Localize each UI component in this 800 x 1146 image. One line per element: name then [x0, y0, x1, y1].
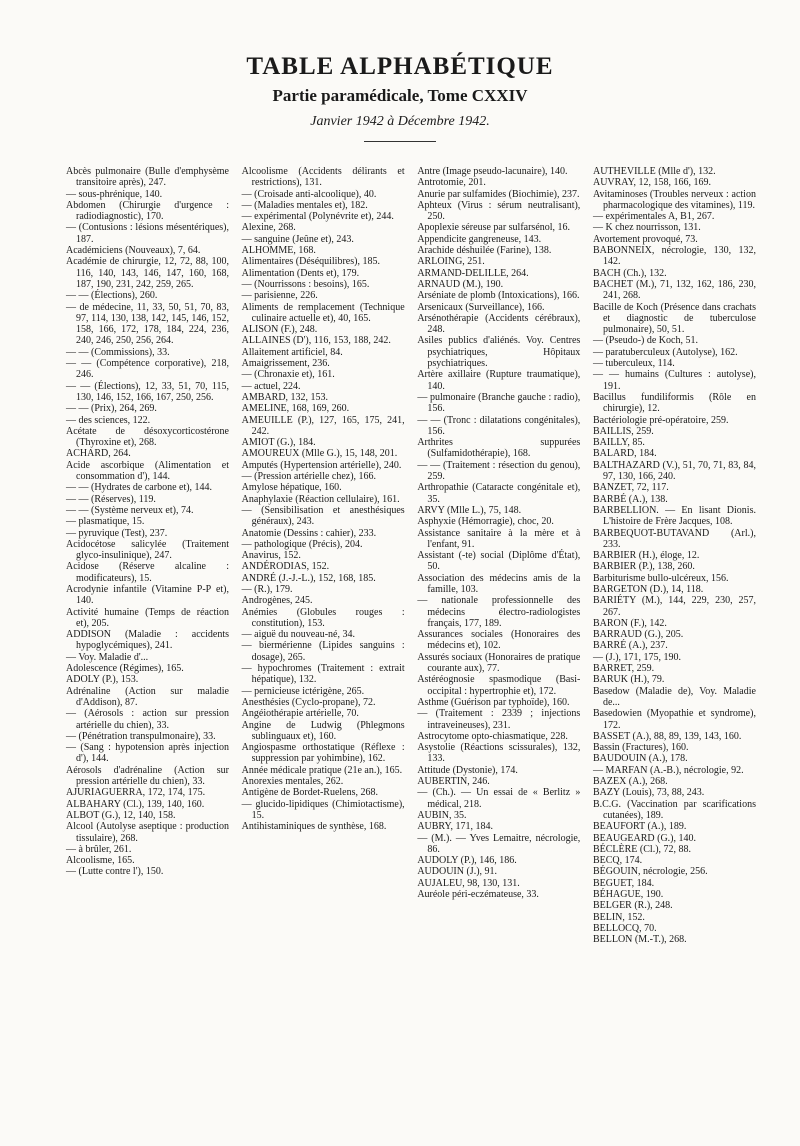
page-header [0, 52, 800, 142]
index-entry: — (Pseudo-) de Koch, 51. [592, 335, 698, 347]
index-entry: BECQ, 174. [592, 855, 643, 867]
page-subtitle: Partie paramédicale, Tome CXXIV [272, 86, 528, 105]
index-entry: — — (Élections), 260. [66, 290, 158, 302]
index-entry: AUTHEVILLE (Mlle d'), 132. [592, 166, 716, 177]
index-entry: AMEUILLE (P.), 127, 165, 175, 241, 242. [241, 414, 405, 437]
index-entry: Arthropathie (Cataracte congénitale et), 35. [417, 482, 581, 505]
index-entry: — pyruvique (Test), 237. [66, 527, 168, 539]
index-entry: Apoplexie séreuse par sulfarsénol, 16. [417, 222, 571, 234]
index-entry: — — (Traitement : résection du genou), 259. [417, 459, 581, 483]
index-entry: AUBERTIN, 246. [417, 776, 490, 788]
title-divider [364, 141, 436, 142]
index-entry: Astrocytome opto-chiasmatique, 228. [417, 730, 568, 742]
index-entry: Adrénaline (Action sur maladie d'Addison), 87. [66, 685, 229, 708]
index-entry: BARBEQUOT-BUTAVAND (Arl.), 233. [592, 527, 756, 550]
index-entry: Avortement provoqué, 73. [592, 233, 698, 245]
index-entry: ALHOMME, 168. [241, 245, 316, 257]
index-entry: Acide ascorbique (Alimentation et consommation d'), 144. [66, 459, 229, 483]
index-entry: — à brûler, 261. [66, 843, 132, 855]
index-entry: — nationale professionnelle des médecins électro-radiologistes français, 177, 189. [417, 595, 581, 629]
index-entry: Acidocétose salicylée (Traitement glyco-insulinique), 247. [66, 538, 229, 562]
index-entry: Asphyxie (Hémorragie), choc, 20. [417, 516, 554, 528]
index-entry: AJURIAGUERRA, 172, 174, 175. [66, 787, 206, 799]
index-entry: Alimentation (Dents et), 179. [241, 267, 360, 279]
index-entry: — (Pression artérielle chez), 166. [241, 471, 377, 483]
index-entry: Anaphylaxie (Réaction cellulaire), 161. [241, 493, 400, 505]
index-entry: — K chez nourrisson, 131. [592, 222, 701, 234]
index-entry: — — (Tronc : dilatations congénitales), 156. [417, 414, 581, 437]
index-entry: — — (Réserves), 119. [66, 493, 156, 505]
index-entry: Aphteux (Virus : sérum neutralisant), 250. [417, 199, 581, 223]
index-entry: AUDOLY (P.), 146, 186. [417, 855, 517, 867]
index-entry: ANDÉRODIAS, 152. [241, 561, 330, 573]
index-entry: Basedowien (Myopathie et syndrome), 172. [592, 708, 756, 731]
index-entry: Amaigrissement, 236. [241, 358, 330, 370]
index-entry: ALLAINES (D'), 116, 153, 188, 242. [241, 335, 391, 347]
index-entry: — pathologique (Précis), 204. [241, 538, 363, 550]
index-entry: — (Chronaxie et), 161. [241, 369, 335, 381]
index-entry: Bacillus fundiliformis (Rôle en chirurgie), 12. [592, 391, 756, 415]
index-entry: — (Lutte contre l'), 150. [66, 866, 164, 878]
index-entry: BAZY (Louis), 73, 88, 243. [592, 787, 705, 799]
index-entry: ALBOT (G.), 12, 140, 158. [66, 809, 176, 821]
index-entry: BELLOCQ, 70. [592, 922, 657, 934]
index-entry: — expérimental (Polynévrite et), 244. [241, 211, 394, 223]
index-entry: BEAUGEARD (G.), 140. [592, 832, 697, 844]
index-entry: Abdomen (Chirurgie d'urgence : radiodiagnostic), 170. [66, 199, 229, 223]
index-entry: Arthrites suppurées (Sulfamidothérapie), 168. [417, 437, 581, 460]
index-entry: — (J.), 171, 175, 190. [592, 651, 682, 663]
index-entry: BELGER (R.), 248. [592, 900, 673, 912]
index-entry: Asystolie (Réactions scissurales), 132, 133. [417, 742, 581, 765]
index-entry: Bactériologie pré-opératoire, 259. [592, 414, 729, 426]
index-entry: Basedow (Maladie de), Voy. Maladie de... [592, 685, 756, 708]
index-entry: — (Ch.). — Un essai de « Berlitz » médical, 218. [417, 787, 581, 810]
index-entry: — pernicieuse ictérigène, 265. [241, 685, 365, 697]
index-entry: — paratuberculeux (Autolyse), 162. [592, 346, 738, 358]
index-entry: BARBÉ (A.), 138. [592, 493, 668, 505]
index-entry: — (Croisade anti-alcoolique), 40. [241, 188, 377, 200]
index-entry: Anatomie (Dessins : cahier), 233. [241, 527, 377, 539]
index-entry: — (Nourrissons : besoins), 165. [241, 278, 370, 290]
index-entry: BÉCLÈRE (Cl.), 72, 88. [592, 843, 692, 855]
index-entry: Aliments de remplacement (Technique culinaire actuelle et), 40, 165. [241, 301, 405, 324]
index-entry: — expérimentales A, B1, 267. [592, 211, 715, 223]
index-entry: BARGETON (D.), 14, 118. [592, 583, 704, 595]
index-entry: BAZEX (A.), 268. [592, 776, 668, 788]
index-entry: — — (Hydrates de carbone et), 144. [66, 482, 213, 494]
index-entry: BARRET, 259. [592, 663, 655, 675]
index-entry: BEGUET, 184. [592, 877, 655, 889]
index-entry: BAILLIS, 259. [592, 425, 654, 437]
index-entry: — — (Compétence corporative), 218, 246. [66, 358, 229, 381]
index-entry: Alexine, 268. [241, 222, 296, 234]
index-entry: — biermérienne (Lipides sanguins : dosage), 265. [241, 640, 405, 663]
index-entry: BEAUFORT (A.), 189. [592, 821, 687, 833]
index-entry: Alcool (Autolyse aseptique : production tissulaire), 268. [66, 821, 229, 844]
index-entry: — sanguine (Jeûne et), 243. [241, 233, 354, 245]
index-entry: BÉHAGUE, 190. [592, 889, 664, 900]
index-entry: BALARD, 184. [592, 448, 657, 460]
index-entry: BARBIER (P.), 138, 260. [592, 561, 695, 573]
index-entry: ARVY (Mlle L.), 75, 148. [417, 504, 522, 516]
index-column-3 [417, 166, 580, 945]
index-entry: — tuberculeux, 114. [592, 358, 675, 370]
index-entry: — plasmatique, 15. [66, 516, 145, 528]
index-entry: — (Aérosols : action sur pression artérielle du chien), 33. [66, 708, 229, 731]
index-entry: Adolescence (Régimes), 165. [66, 663, 184, 675]
index-entry: AMIOT (G.), 184. [241, 437, 316, 449]
index-entry: ALBAHARY (Cl.), 139, 140, 160. [66, 798, 205, 810]
index-entry: Assurances sociales (Honoraires des médecins et), 102. [417, 629, 581, 652]
index-entry: BASSET (A.), 88, 89, 139, 143, 160. [592, 730, 742, 742]
index-entry: BARBIER (H.), éloge, 12. [592, 550, 700, 562]
index-entry: Allaitement artificiel, 84. [241, 346, 343, 358]
index-entry: ACHARD, 264. [66, 448, 131, 460]
index-entry: Androgènes, 245. [241, 595, 313, 607]
index-entry: — — (Élections), 12, 33, 51, 70, 115, 130, 146, 152, 166, 167, 250, 256. [66, 380, 229, 403]
index-entry: Angine de Ludwig (Phlegmons sublinguaux et), 160. [241, 719, 405, 742]
index-entry: ANDRÉ (J.-J.-L.), 152, 168, 185. [241, 572, 376, 584]
index-entry: Alcoolisme (Accidents délirants et restrictions), 131. [241, 166, 405, 189]
index-entry: Alimentaires (Déséquilibres), 185. [241, 256, 380, 268]
index-entry: — — (Système nerveux et), 74. [66, 504, 194, 516]
index-entry: AUJALEU, 98, 130, 131. [417, 877, 520, 889]
index-entry: Asthme (Guérison par typhoïde), 160. [417, 696, 570, 708]
index-column-2 [242, 166, 405, 945]
index-entry: — (Maladies mentales et), 182. [241, 199, 368, 211]
index-entry: AMOUREUX (Mlle G.), 15, 148, 201. [241, 448, 398, 460]
index-entry: Arsenicaux (Surveillance), 166. [417, 301, 545, 313]
index-entry: BACHET (M.), 71, 132, 162, 186, 230, 241, 268. [592, 278, 756, 302]
index-entry: Académie de chirurgie, 12, 72, 88, 100, 116, 140, 143, 146, 147, 160, 168, 187, 190, 231, 242, 259, 265. [66, 256, 229, 290]
index-entry: BARUK (H.), 79. [592, 674, 665, 686]
index-entry: Antrotomie, 201. [417, 177, 486, 189]
index-entry: ALISON (F.), 248. [241, 324, 318, 336]
index-entry: BARRAUD (G.), 205. [592, 629, 684, 641]
index-entry: Arachide déshuilée (Farine), 138. [417, 245, 552, 257]
index-entry: Bacille de Koch (Présence dans crachats et diagnostic de tuberculose pulmonaire), 50, 51. [592, 301, 756, 336]
index-entry: Activité humaine (Temps de réaction et), 205. [66, 606, 229, 629]
page-title: TABLE ALPHABÉTIQUE [246, 53, 554, 80]
index-entry: AUBIN, 35. [417, 809, 467, 821]
index-entry: BARBELLION. — En lisant Dionis. L'histoire de Frère Jacques, 108. [592, 504, 756, 528]
index-entry: — (Traitement : 2339 ; injections intraveineuses), 231. [417, 708, 581, 731]
index-entry: — (R.), 179. [241, 583, 293, 595]
index-entry: BACH (Ch.), 132. [592, 267, 667, 279]
index-entry: ARMAND-DELILLE, 264. [417, 267, 529, 279]
index-entry: Assistant (-te) social (Diplôme d'État), 50. [417, 550, 581, 573]
index-entry: Barbiturisme bullo-ulcéreux, 156. [592, 572, 729, 584]
index-entry: — MARFAN (A.-B.), nécrologie, 92. [592, 764, 744, 776]
index-entry: ARNAUD (M.), 190. [417, 278, 504, 290]
index-entry: Acidose (Réserve alcaline : modificateurs), 15. [66, 561, 229, 584]
index-entry: BABONNEIX, nécrologie, 130, 132, 142. [592, 245, 756, 268]
index-entry: Auréole péri-eczémateuse, 33. [417, 889, 539, 900]
index-entry: Assistance sanitaire à la mère et à l'enfant, 91. [417, 527, 581, 550]
index-entry: Amputés (Hypertension artérielle), 240. [241, 459, 402, 471]
index-entry: Anémies (Globules rouges : constitution), 153. [241, 606, 405, 629]
index-entry: Anorexies mentales, 262. [241, 776, 344, 788]
index-entry: — — (Prix), 264, 269. [66, 403, 157, 415]
index-entry: Antigène de Bordet-Ruelens, 268. [241, 787, 379, 799]
index-entry: Amylose hépatique, 160. [241, 482, 342, 494]
index-entry: ARLOING, 251. [417, 256, 485, 268]
index-entry: — (M.). — Yves Lemaitre, nécrologie, 86. [417, 832, 581, 855]
index-entry: Anurie par sulfamides (Biochimie), 237. [417, 188, 580, 200]
index-entry: AUDOUIN (J.), 91. [417, 866, 498, 878]
index-column-4 [593, 166, 756, 945]
index-entry: Alcoolisme, 165. [66, 855, 135, 867]
index-entry: BARRÉ (A.), 237. [592, 640, 668, 652]
index-entry: Angiospasme orthostatique (Réflexe : suppression par yohimbine), 162. [241, 742, 405, 765]
index-entry: AMELINE, 168, 169, 260. [241, 403, 350, 415]
index-entry: Abcès pulmonaire (Bulle d'emphysème transitoire après), 247. [66, 166, 229, 189]
index-entry: — Voy. Maladie d'... [66, 651, 149, 663]
index-entry: Association des médecins amis de la famille, 103. [417, 572, 581, 595]
index-entry: — (Sensibilisation et anesthésiques généraux), 243. [241, 504, 405, 528]
date-range: Janvier 1942 à Décembre 1942. [310, 114, 490, 129]
index-entry: Avitaminoses (Troubles nerveux : action pharmacologique des vitamines), 119. [592, 188, 756, 211]
index-entry: Antihistaminiques de synthèse, 168. [241, 821, 387, 833]
index-entry: — — humains (Cultures : autolyse), 191. [592, 369, 756, 392]
index-entry: BELIN, 152. [592, 911, 645, 923]
index-entry: — (Pénétration transpulmonaire), 33. [66, 730, 216, 742]
index-entry: — (Sang : hypotension après injection d'), 144. [66, 742, 229, 765]
index-entry: Attitude (Dystonie), 174. [417, 764, 518, 776]
index-entry: Artère axillaire (Rupture traumatique), 140. [417, 369, 581, 392]
index-entry: Anesthésies (Cyclo-propane), 72. [241, 696, 376, 708]
index-entry: — de médecine, 11, 33, 50, 51, 70, 83, 97, 114, 130, 138, 142, 145, 146, 152, 158, 166, 172, 178, 184, 224, 236, 240, 246, 250, 256, 264. [66, 301, 229, 347]
index-entry: Acrodynie infantile (Vitamine P-P et), 140. [66, 583, 229, 607]
index-entry: — hypochromes (Traitement : extrait hépatique), 132. [241, 663, 405, 686]
index-entry: BELLON (M.-T.), 268. [592, 934, 687, 946]
index-entry: BARIÉTY (M.), 144, 229, 230, 257, 267. [592, 595, 756, 618]
index-entry: Angéiothérapie artérielle, 70. [241, 708, 359, 720]
index-entry: — sous-phrénique, 140. [66, 188, 163, 200]
index-entry: — (Contusions : lésions mésentériques), 187. [66, 222, 229, 245]
index-entry: Astéréognosie spasmodique (Basi-occipital : hypertrophie et), 172. [417, 674, 581, 697]
index-entry: Assurés sociaux (Honoraires de pratique courante aux), 77. [417, 651, 581, 675]
index-entry: Bassin (Fractures), 160. [592, 742, 689, 754]
index-entry: Arsénothérapie (Accidents cérébraux), 248. [417, 312, 581, 336]
index-entry: Antre (Image pseudo-lacunaire), 140. [417, 166, 568, 177]
index-entry: — parisienne, 226. [241, 290, 318, 302]
index-entry: BAUDOUIN (A.), 178. [592, 753, 688, 765]
index-column-1 [66, 166, 229, 945]
index-entry: — — (Commissions), 33. [66, 346, 170, 358]
index-entry: BARON (F.), 142. [592, 617, 667, 629]
index-entry: — aiguë du nouveau-né, 34. [241, 629, 355, 641]
index-columns [66, 166, 756, 945]
index-entry: — pulmonaire (Branche gauche : radio), 156. [417, 391, 581, 415]
index-entry: — des sciences, 122. [66, 414, 151, 426]
index-entry: Académiciens (Nouveaux), 7, 64. [66, 245, 201, 257]
index-entry: BANZET, 72, 117. [592, 482, 669, 494]
index-entry: Asiles publics d'aliénés. Voy. Centres psychiatriques, Hôpitaux psychiatriques. [417, 335, 581, 370]
index-entry: BALTHAZARD (V.), 51, 70, 71, 83, 84, 97, 130, 166, 240. [592, 459, 756, 483]
index-entry: Arséniate de plomb (Intoxications), 166. [417, 290, 580, 302]
index-entry: Année médicale pratique (21e an.), 165. [241, 764, 403, 776]
index-entry: BAILLY, 85. [592, 437, 645, 449]
index-entry: ADOLY (P.), 153. [66, 674, 139, 686]
index-entry: B.C.G. (Vaccination par scarifications cutanées), 189. [592, 798, 756, 821]
index-entry: AMBARD, 132, 153. [241, 391, 329, 403]
index-entry: AUBRY, 171, 184. [417, 821, 493, 833]
index-entry: Appendicite gangreneuse, 143. [417, 233, 542, 245]
index-entry: — glucido-lipidiques (Chimiotactisme), 15. [241, 798, 405, 821]
index-entry: BÉGOUIN, nécrologie, 256. [592, 866, 708, 878]
index-entry: AUVRAY, 12, 158, 166, 169. [592, 177, 712, 189]
index-entry: ADDISON (Maladie : accidents hypoglycémiques), 241. [66, 629, 229, 652]
index-entry: — actuel, 224. [241, 380, 301, 392]
index-entry: Anavirus, 152. [241, 550, 301, 562]
index-entry: Aérosols d'adrénaline (Action sur pression artérielle du chien), 33. [66, 764, 229, 788]
index-entry: Acétate de désoxycorticostérone (Thyroxine et), 268. [66, 425, 229, 449]
